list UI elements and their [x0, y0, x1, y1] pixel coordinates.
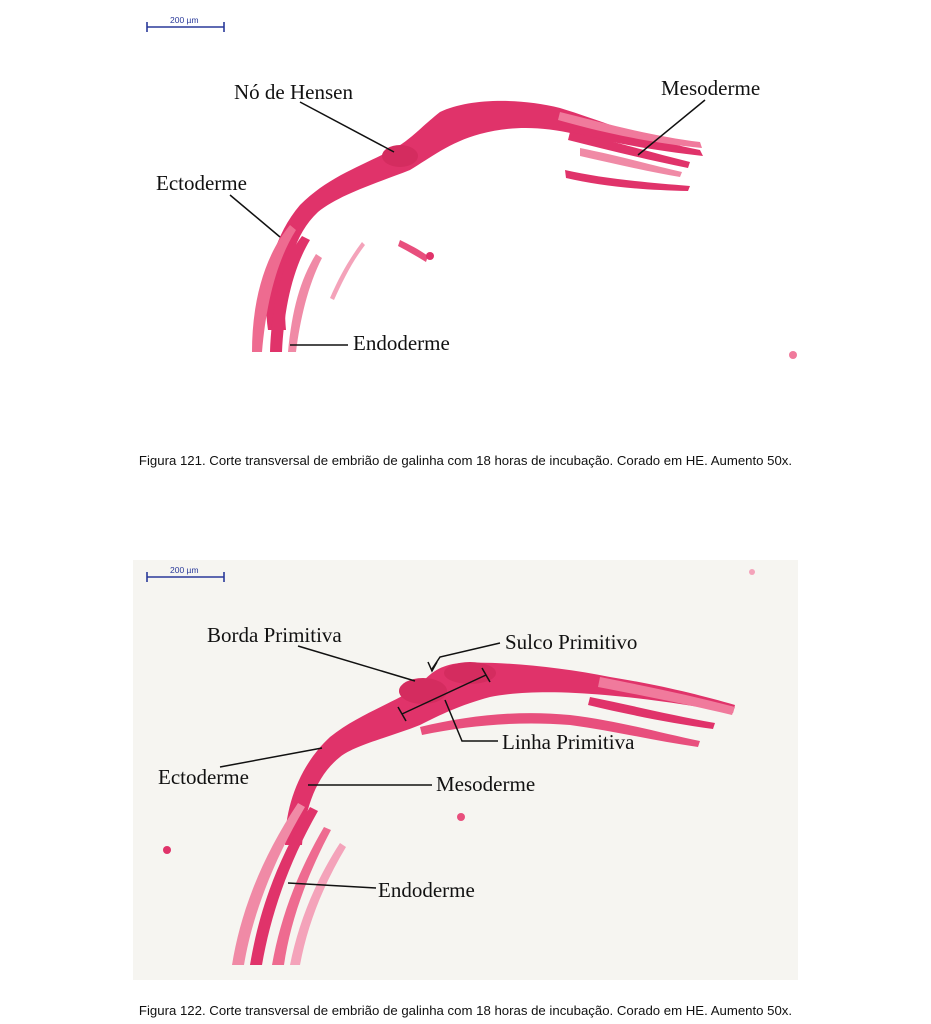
figure-121 [0, 0, 931, 480]
label-linha-primitiva: Linha Primitiva [502, 730, 635, 754]
micrograph-121 [0, 0, 931, 440]
figure-caption: Figura 121. Corte transversal de embrião de galinha com 18 horas de incubação. Corado em HE. Aumento 50x. [138, 453, 793, 468]
figure-122 [0, 545, 931, 1024]
label-endoderme: Endoderme [378, 878, 475, 902]
scale-bar-label: 200 µm [170, 565, 199, 575]
label-borda-primitiva: Borda Primitiva [207, 623, 342, 647]
label-ectoderme: Ectoderme [156, 171, 247, 195]
label-endoderme: Endoderme [353, 331, 450, 355]
scale-bar-label: 200 µm [170, 15, 199, 25]
label-sulco-primitivo: Sulco Primitivo [505, 630, 638, 654]
label-mesoderme: Mesoderme [661, 76, 761, 100]
tissue-section [252, 101, 797, 359]
micrograph-122 [0, 545, 931, 985]
label-no-de-hensen: Nó de Hensen [234, 80, 353, 104]
figure-caption: Figura 122. Corte transversal de embrião de galinha com 18 horas de incubação. Corado em HE. Aumento 50x. [138, 1003, 793, 1018]
label-mesoderme: Mesoderme [436, 772, 536, 796]
label-ectoderme: Ectoderme [158, 765, 249, 789]
